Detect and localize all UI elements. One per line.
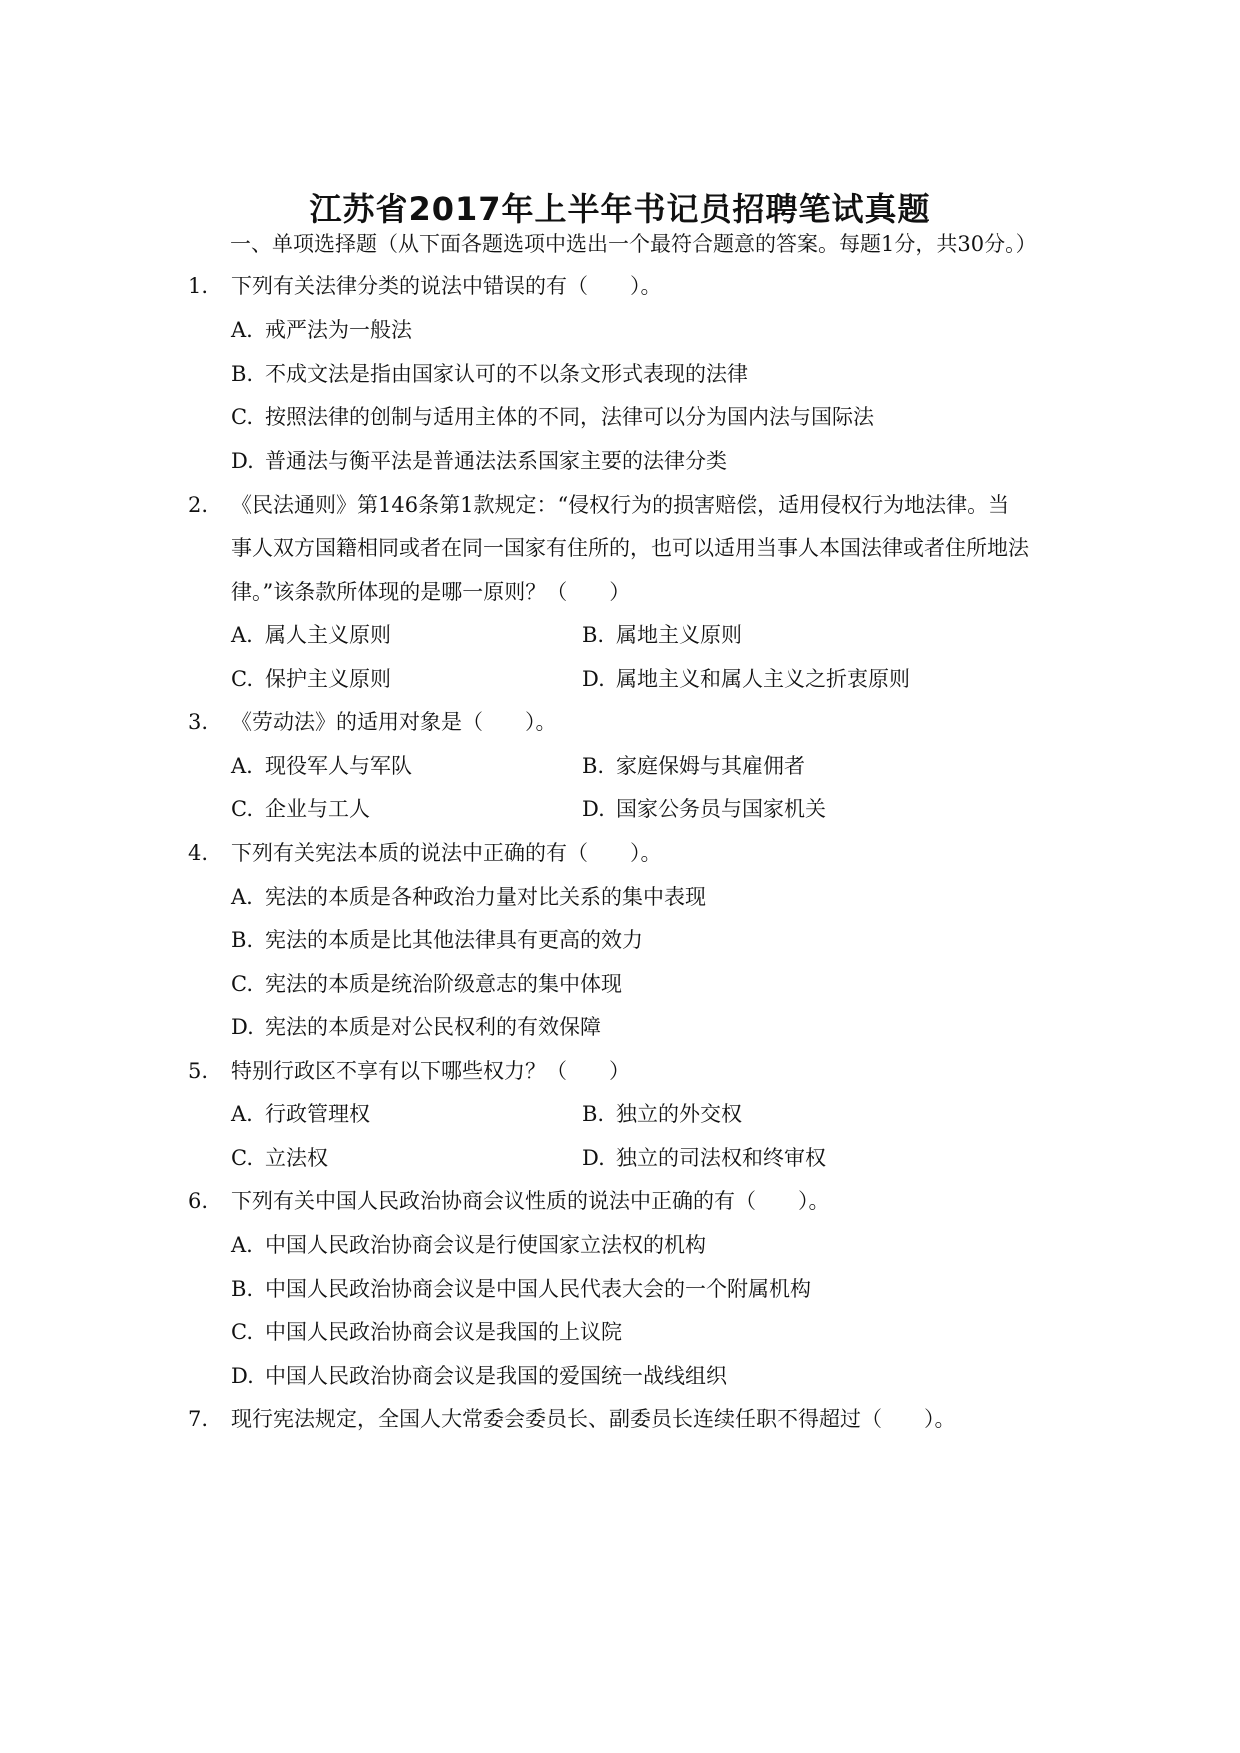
option-d — [231, 446, 727, 476]
question-number: 5. — [188, 1059, 209, 1083]
question-text: 特别行政区不享有以下哪些权力？（ ） — [231, 1059, 630, 1083]
option-text: 普通法与衡平法是普通法法系国家主要的法律分类 — [265, 449, 727, 473]
option-text: 不成文法是指由国家认可的不以条文形式表现的法律 — [265, 362, 748, 386]
option-c — [231, 664, 391, 694]
question-text: 下列有关中国人民政治协商会议性质的说法中正确的有（ ）。 — [231, 1189, 830, 1213]
option-c — [231, 794, 370, 824]
option-text: 立法权 — [265, 1146, 328, 1170]
option-text: 宪法的本质是各种政治力量对比关系的集中表现 — [265, 885, 706, 909]
page-title: 江苏省2017年上半年书记员招聘笔试真题 — [309, 190, 931, 228]
option-c — [231, 969, 622, 999]
option-letter: C. — [231, 972, 253, 996]
option-letter: B. — [231, 928, 254, 952]
question-text: 下列有关法律分类的说法中错误的有（ ）。 — [231, 274, 662, 298]
option-a — [231, 882, 706, 912]
option-letter: B. — [231, 1277, 254, 1301]
question-number: 4. — [188, 841, 209, 865]
option-text: 宪法的本质是比其他法律具有更高的效力 — [265, 928, 643, 952]
option-a — [231, 620, 391, 650]
option-text: 行政管理权 — [265, 1102, 370, 1126]
option-b — [231, 359, 748, 389]
option-letter: D. — [231, 449, 254, 473]
option-d — [231, 1012, 601, 1042]
option-letter: C. — [231, 797, 253, 821]
option-letter: D. — [582, 797, 605, 821]
option-text: 企业与工人 — [265, 797, 370, 821]
option-text: 属地主义和属人主义之折衷原则 — [616, 667, 910, 691]
option-letter: D. — [231, 1015, 254, 1039]
option-d — [582, 664, 910, 694]
question-text: 律。”该条款所体现的是哪一原则？（ ） — [231, 580, 631, 604]
question-text: 《民法通则》第146条第1款规定：“侵权行为的损害赔偿，适用侵权行为地法律。当 — [231, 493, 1010, 517]
option-d — [582, 1143, 826, 1173]
question-number: 3. — [188, 710, 209, 734]
option-text: 现役军人与军队 — [265, 754, 412, 778]
option-text: 独立的外交权 — [616, 1102, 742, 1126]
option-a — [231, 1230, 706, 1260]
option-letter: C. — [231, 1320, 253, 1344]
option-b — [231, 1274, 811, 1304]
option-a — [231, 1099, 370, 1129]
option-letter: D. — [582, 667, 605, 691]
option-letter: A. — [231, 623, 253, 647]
option-d — [582, 794, 826, 824]
option-a — [231, 751, 412, 781]
option-c — [231, 1143, 328, 1173]
option-text: 中国人民政治协商会议是中国人民代表大会的一个附属机构 — [265, 1277, 811, 1301]
option-letter: A. — [231, 885, 253, 909]
option-c — [231, 1317, 622, 1347]
option-letter: B. — [582, 1102, 605, 1126]
option-b — [582, 1099, 742, 1129]
option-letter: B. — [582, 754, 605, 778]
option-text: 按照法律的创制与适用主体的不同，法律可以分为国内法与国际法 — [265, 405, 874, 429]
option-letter: B. — [582, 623, 605, 647]
option-text: 中国人民政治协商会议是我国的上议院 — [265, 1320, 622, 1344]
option-text: 中国人民政治协商会议是行使国家立法权的机构 — [265, 1233, 706, 1257]
section-heading: 一、单项选择题（从下面各题选项中选出一个最符合题意的答案。每题1分，共30分。） — [230, 232, 1037, 256]
option-text: 宪法的本质是统治阶级意志的集中体现 — [265, 972, 622, 996]
option-letter: C. — [231, 667, 253, 691]
option-letter: A. — [231, 318, 253, 342]
question-number: 7. — [188, 1407, 209, 1431]
option-letter: A. — [231, 1233, 253, 1257]
option-letter: A. — [231, 1102, 253, 1126]
option-b — [582, 620, 742, 650]
question-number: 1. — [188, 274, 209, 298]
question-text: 《劳动法》的适用对象是（ ）。 — [231, 710, 557, 734]
option-letter: C. — [231, 405, 253, 429]
option-letter: A. — [231, 754, 253, 778]
option-c — [231, 402, 874, 432]
option-b — [231, 925, 643, 955]
option-letter: D. — [582, 1146, 605, 1170]
option-text: 家庭保姆与其雇佣者 — [616, 754, 805, 778]
option-letter: B. — [231, 362, 254, 386]
option-letter: C. — [231, 1146, 253, 1170]
question-number: 2. — [188, 493, 209, 517]
question-number: 6. — [188, 1189, 209, 1213]
option-text: 国家公务员与国家机关 — [616, 797, 826, 821]
option-a — [231, 315, 412, 345]
question-text: 事人双方国籍相同或者在同一国家有住所的，也可以适用当事人本国法律或者住所地法 — [231, 536, 1029, 560]
option-text: 属人主义原则 — [265, 623, 391, 647]
option-text: 保护主义原则 — [265, 667, 391, 691]
option-letter: D. — [231, 1364, 254, 1388]
question-text: 现行宪法规定，全国人大常委会委员长、副委员长连续任职不得超过（ ）。 — [231, 1407, 956, 1431]
option-text: 属地主义原则 — [616, 623, 742, 647]
option-text: 独立的司法权和终审权 — [616, 1146, 826, 1170]
option-text: 宪法的本质是对公民权利的有效保障 — [265, 1015, 601, 1039]
question-text: 下列有关宪法本质的说法中正确的有（ ）。 — [231, 841, 662, 865]
option-b — [582, 751, 805, 781]
option-text: 戒严法为一般法 — [265, 318, 412, 342]
option-d — [231, 1361, 727, 1391]
option-text: 中国人民政治协商会议是我国的爱国统一战线组织 — [265, 1364, 727, 1388]
